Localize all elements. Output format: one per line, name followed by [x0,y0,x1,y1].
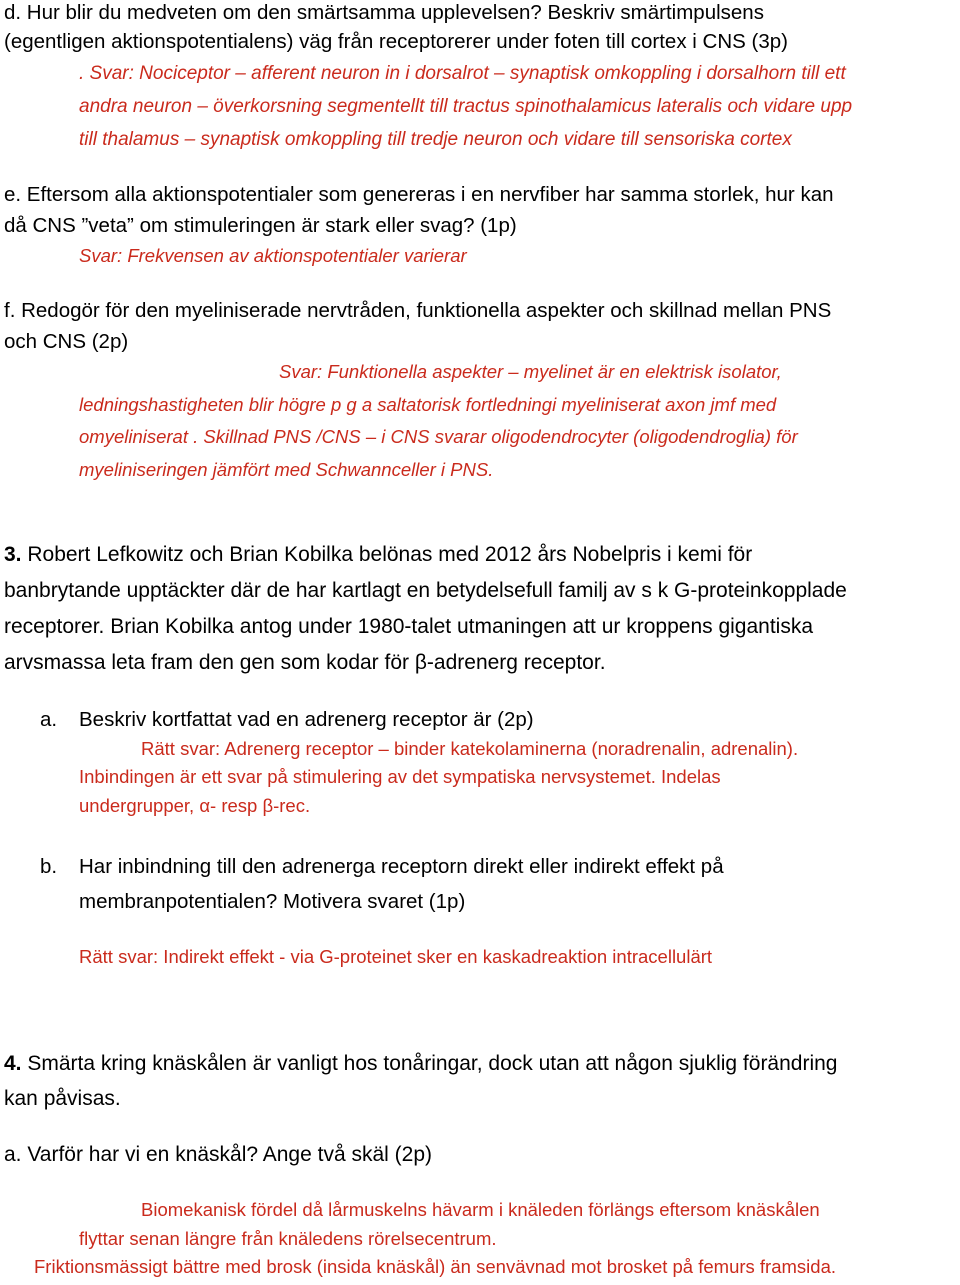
question-4-line2: kan påvisas. [4,1087,121,1110]
question-e-line1: e. Eftersom alla aktionspotentialer som genereras i en nervfiber har samma storlek, hur kan [4,183,834,206]
question-4-text: Smärta kring knäskålen är vanligt hos tonåringar, dock utan att någon sjuklig förändring [21,1052,838,1075]
answer-4a-line3: Friktionsmässigt bättre med brosk (insida knäskål) än senvävnad mot brosket på femurs framsida. [34,1256,836,1277]
answer-f-line3: omyeliniserat . Skillnad PNS /CNS – i CNS svarar oligodendrocyter (oligodendroglia) för [79,426,798,447]
question-3-line1 [4,543,752,567]
answer-d-line1: . Svar: Nociceptor – afferent neuron in i dorsalrot – synaptisk omkoppling i dorsalhorn till ett [79,63,846,84]
answer-d-line2: andra neuron – överkorsning segmentellt till tractus spinothalamicus lateralis och vidare upp [79,96,853,117]
question-4a: a. Varför har vi en knäskål? Ange två skäl (2p) [4,1143,432,1166]
question-3b-line1: Har inbindning till den adrenerga receptorn direkt eller indirekt effekt på [79,855,724,878]
question-3-text: Robert Lefkowitz och Brian Kobilka belönas med 2012 års Nobelpris i kemi för [21,543,753,566]
answer-f-line4: myeliniseringen jämfört med Schwannceller i PNS. [79,459,494,480]
answer-3a-line2: Inbindingen är ett svar på stimulering av det sympatiska nervsystemet. Indelas [79,766,721,787]
answer-d-line3: till thalamus – synaptisk omkoppling till tredje neuron och vidare till sensoriska cortex [79,129,792,150]
question-3a-label: a. [40,708,58,731]
question-3a-text: Beskriv kortfattat vad en adrenerg receptor är (2p) [79,708,534,731]
question-d-line2: (egentligen aktionspotentialens) väg från receptorerer under foten till cortex i CNS (3p) [4,30,788,53]
question-3b-label: b. [40,855,58,878]
question-e-line2: då CNS ”veta” om stimuleringen är stark eller svag? (1p) [4,214,517,237]
answer-3b: Rätt svar: Indirekt effekt - via G-proteinet sker en kaskadreaktion intracellulärt [79,946,713,967]
answer-f-line2: ledningshastigheten blir högre p g a saltatorisk fortledningi myeliniserat axon jmf med [79,394,777,415]
question-3-line4: arvsmassa leta fram den gen som kodar för β-adrenerg receptor. [4,651,606,674]
answer-3a-line1: Rätt svar: Adrenerg receptor – binder katekolaminerna (noradrenalin, adrenalin). [141,738,799,759]
answer-4a-line2: flyttar senan längre från knäledens rörelsecentrum. [79,1228,497,1249]
answer-e: Svar: Frekvensen av aktionspotentialer varierar [79,245,467,266]
question-3-line3: receptorer. Brian Kobilka antog under 1980-talet utmaningen att ur kroppens gigantiska [4,615,814,638]
question-f-line1: f. Redogör för den myeliniserade nervtråden, funktionella aspekter och skillnad mellan PNS [4,299,832,322]
question-f-line2: och CNS (2p) [4,330,129,353]
answer-3a-line3: undergrupper, α- resp β-rec. [79,795,311,816]
question-4-line1 [4,1052,838,1076]
question-d-line1: d. Hur blir du medveten om den smärtsamma upplevelsen? Beskriv smärtimpulsens [4,1,764,24]
answer-4a-line1: Biomekanisk fördel då lårmuskelns hävarm i knäleden förlängs eftersom knäskålen [141,1199,820,1220]
question-3b-line2: membranpotentialen? Motivera svaret (1p) [79,890,466,913]
question-4-number: 4. [4,1052,22,1075]
question-3-number: 3. [4,543,22,566]
question-3-line2: banbrytande upptäckter där de har kartlagt en betydelsefull familj av s k G-proteinkopplade [4,579,847,602]
answer-f-line1: Svar: Funktionella aspekter – myelinet är en elektrisk isolator, [279,361,782,382]
